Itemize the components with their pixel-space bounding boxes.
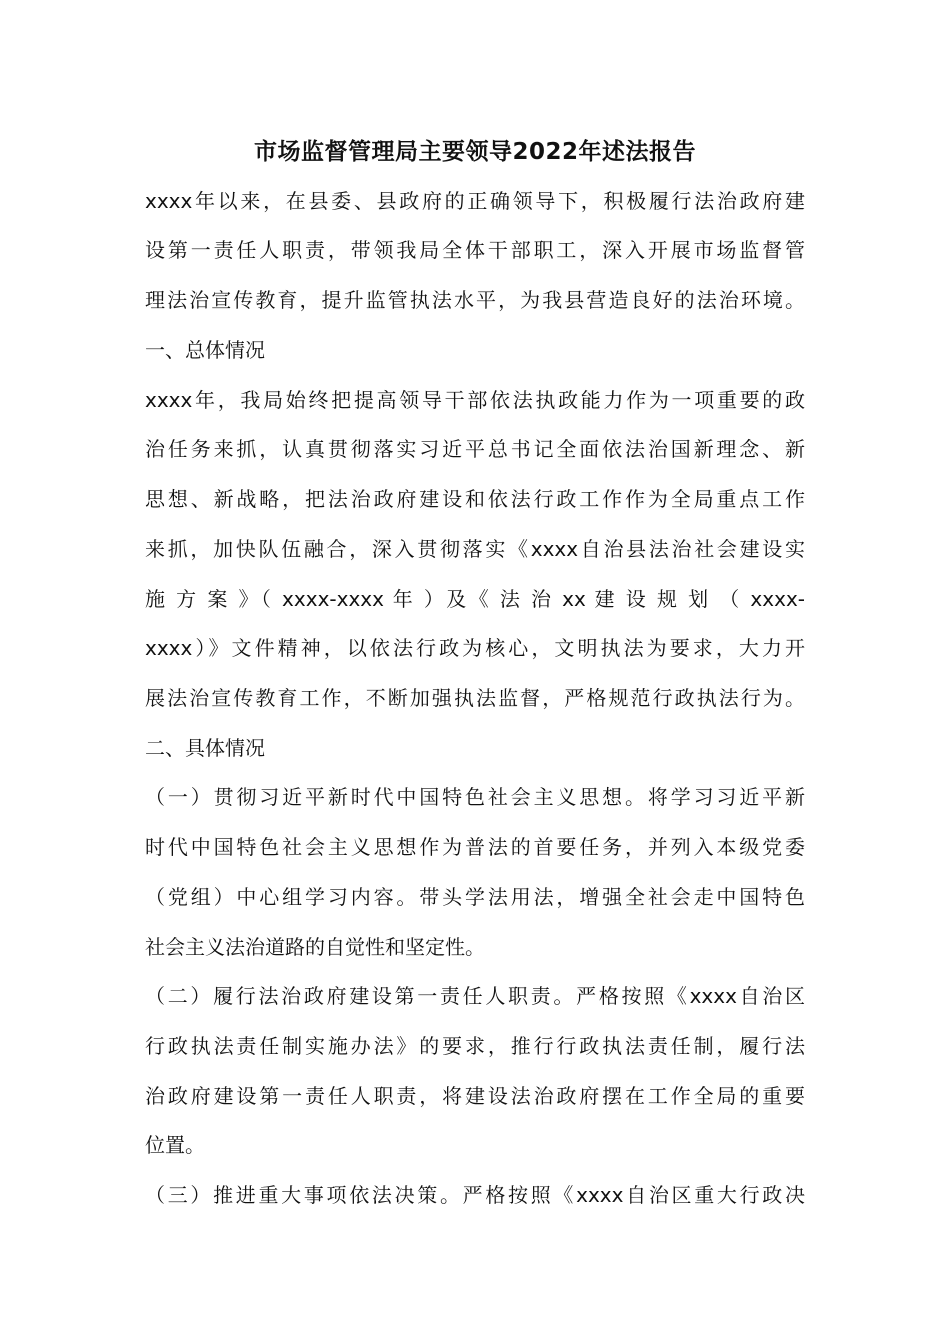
section-heading: 一、总体情况 [145,338,265,362]
section-heading: 二、具体情况 [145,736,265,760]
paragraph-line: 治任务来抓，认真贯彻落实习近平总书记全面依法治国新理念、新 [145,437,805,461]
paragraph-line: 社会主义法治道路的自觉性和坚定性。 [145,935,485,959]
paragraph-line: 治政府建设第一责任人职责，将建设法治政府摆在工作全局的重要 [145,1084,805,1108]
paragraph-line: 思想、新战略，把法治政府建设和依法行政工作作为全局重点工作 [145,487,805,511]
paragraph-line: 行政执法责任制实施办法》的要求，推行行政执法责任制，履行法 [145,1034,805,1058]
paragraph-line: xxxx）》文件精神，以依法行政为核心，文明执法为要求，大力开 [145,636,805,660]
paragraph-line: xxxx年以来，在县委、县政府的正确领导下，积极履行法治政府建 [145,189,805,213]
paragraph-line: （党组）中心组学习内容。带头学法用法，增强全社会走中国特色 [145,885,805,909]
paragraph-line: 展法治宣传教育工作，不断加强执法监督，严格规范行政执法行为。 [145,686,805,710]
paragraph-line: 来抓，加快队伍融合，深入贯彻落实《xxxx自治县法治社会建设实 [145,537,805,561]
paragraph-line: 位置。 [145,1133,205,1157]
paragraph-line: 设第一责任人职责，带领我局全体干部职工，深入开展市场监督管 [145,238,805,262]
paragraph-line: 时代中国特色社会主义思想作为普法的首要任务，并列入本级党委 [145,835,805,859]
paragraph-line: 施 方 案 》（ xxxx-xxxx 年 ）及《 法 治 xx 建 设 规 划 （ xxxx- [145,587,805,611]
document-title: 市场监督管理局主要领导2022年述法报告 [253,139,696,165]
paragraph-line: 理法治宣传教育，提升监管执法水平，为我县营造良好的法治环境。 [145,288,805,312]
paragraph-line: （一）贯彻习近平新时代中国特色社会主义思想。将学习习近平新 [145,785,805,809]
paragraph-line: （二）履行法治政府建设第一责任人职责。严格按照《xxxx自治区 [145,984,805,1008]
paragraph-line: xxxx年，我局始终把提高领导干部依法执政能力作为一项重要的政 [145,388,805,412]
paragraph-line: （三）推进重大事项依法决策。严格按照《xxxx自治区重大行政决 [145,1183,805,1207]
